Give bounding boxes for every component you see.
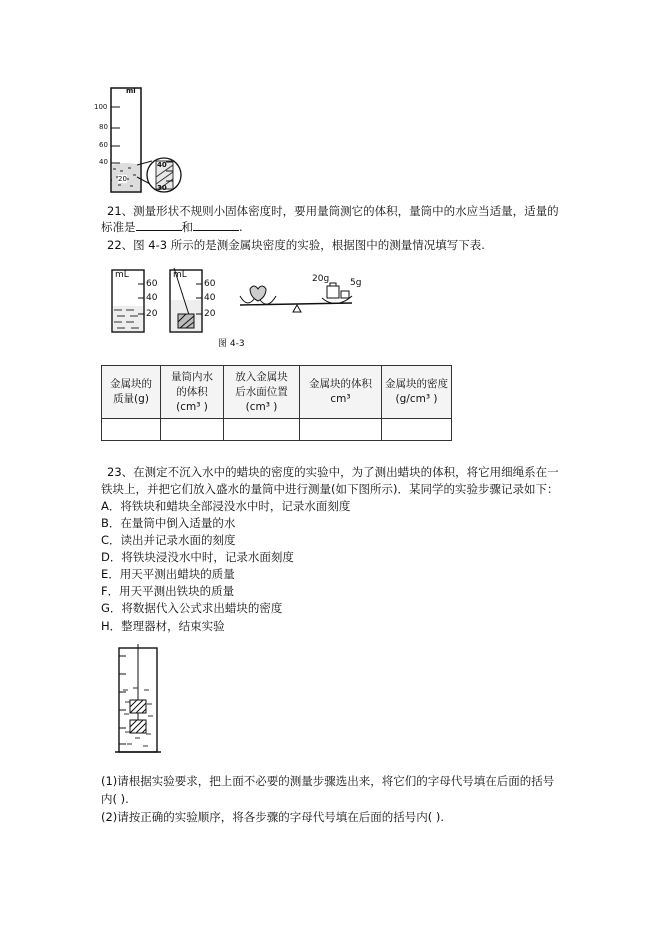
- q21-mid: 和: [181, 220, 193, 234]
- tick-label: 100: [94, 103, 108, 111]
- q21-end: .: [239, 220, 243, 234]
- zoom-tick-label: 40: [157, 161, 167, 169]
- cylinder-unit-label: mL: [173, 270, 187, 280]
- cylinder-figure-3-drawing: [113, 644, 163, 759]
- cylinder-unit-label: ml: [126, 87, 136, 95]
- q21-line1: 21、测量形状不规则小固体密度时，要用量筒测它的体积，量筒中的水应当适量，适量的: [107, 204, 559, 218]
- table-header-cell: 放入金属块 后水面位置 (cm³ ): [224, 366, 300, 419]
- cylinder-unit-label: mL: [115, 270, 129, 280]
- tick-label: 60: [99, 141, 108, 149]
- table-cell[interactable]: [102, 419, 161, 441]
- table-header-cell: 金属块的密度 (g/cm³ ): [382, 366, 452, 419]
- tick-label: 60: [204, 279, 216, 289]
- cylinder-figure-3: [113, 644, 163, 759]
- step-item: A．将铁块和蜡块全部浸没水中时，记录水面刻度: [101, 499, 351, 513]
- table-header-cell: 量筒内水 的体积 (cm³ ): [161, 366, 224, 419]
- figure-caption: 图 4-3: [218, 339, 245, 349]
- tick-label: 20: [118, 175, 127, 183]
- table-header-cell: 金属块的体积 cm³: [300, 366, 382, 419]
- cylinder-figure-1: [94, 85, 195, 195]
- step-item: D．将铁块浸没水中时，记录水面刻度: [101, 550, 294, 564]
- q23-sub1-line1: (1)请根据实验要求，把上面不必要的测量步骤选出来，将它们的字母代号填在后面的括号: [101, 774, 555, 788]
- tick-label: 60: [146, 279, 158, 289]
- q23-sub2: (2)请按正确的实验顺序，将各步骤的字母代号填在后面的括号内( ).: [101, 810, 445, 824]
- q22-text: 22、图 4-3 所示的是测金属块密度的实验，根据图中的测量情况填写下表.: [107, 238, 485, 252]
- weight-label-20g: 20g: [312, 274, 330, 284]
- table-cell[interactable]: [382, 419, 452, 441]
- tick-label: 40: [99, 158, 108, 166]
- step-item: E．用天平测出蜡块的质量: [101, 567, 235, 581]
- table-cell[interactable]: [161, 419, 224, 441]
- step-item: C．读出并记录水面的刻度: [101, 533, 236, 547]
- weight-label-5g: 5g: [350, 278, 362, 288]
- table-row: [102, 419, 452, 441]
- q22-table: [101, 365, 452, 441]
- table-header-row: [102, 366, 452, 419]
- tick-label: 40: [146, 293, 158, 303]
- step-item: H．整理器材，结束实验: [101, 619, 225, 633]
- tick-label: 20: [204, 309, 216, 319]
- step-item: B．在量筒中倒入适量的水: [101, 516, 236, 530]
- tick-label: 80: [99, 123, 108, 131]
- figure-4-3: [100, 266, 400, 352]
- q23-intro-line2: 铁块上，并把它们放入盛水的量筒中进行测量(如下图所示)．某同学的实验步骤记录如下：: [101, 482, 559, 496]
- table-cell[interactable]: [300, 419, 382, 441]
- q23-sub1-line2: 内( ).: [101, 792, 129, 806]
- table-cell[interactable]: [224, 419, 300, 441]
- table-header-cell: 金属块的 质量(g): [102, 366, 161, 419]
- tick-label: 20: [146, 309, 158, 319]
- zoom-tick-label: 30: [157, 184, 167, 192]
- tick-label: 40: [204, 293, 216, 303]
- q21-prefix: 标准是: [101, 220, 136, 234]
- step-item: G．将数据代入公式求出蜡块的密度: [101, 601, 283, 615]
- q21-line2: [101, 219, 243, 235]
- cylinder-drawing: [100, 85, 195, 195]
- q21-blank-2[interactable]: [193, 219, 239, 231]
- step-item: F．用天平测出铁块的质量: [101, 584, 235, 598]
- q23-intro-line1: 23、在测定不沉入水中的蜡块的密度的实验中，为了测出蜡块的体积，将它用细绳系在一: [107, 465, 559, 479]
- q21-blank-1[interactable]: [136, 219, 182, 231]
